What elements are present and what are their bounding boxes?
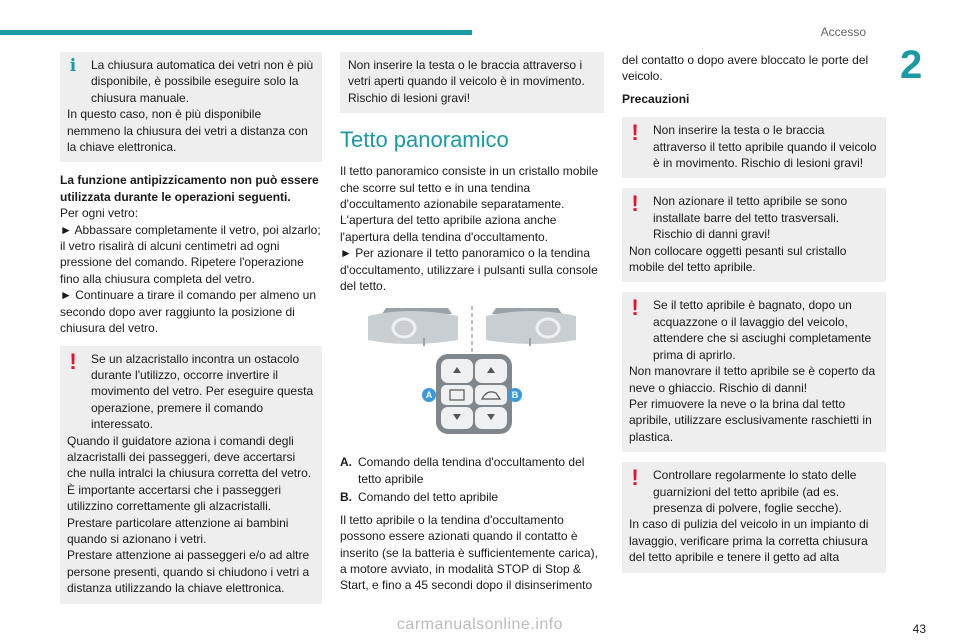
warning-text: In caso di pulizia del veicolo in un impianto di lavaggio, verificare prima la corretta chiusura del tetto apribile e tenere il getto ad alta xyxy=(629,517,869,565)
step: ► Per azionare il tetto panoramico o la tendina d'occultamento, utilizzare i pulsanti sulla console del tetto. xyxy=(340,246,598,294)
paragraph: del contatto o dopo avere bloccato le porte del veicolo. xyxy=(622,53,869,84)
warning-text: Non azionare il tetto apribile se sono installate barre del tetto trasversali. Rischio di danni gravi! xyxy=(653,194,848,242)
warning-text: È importante accertarsi che i passeggeri utilizzino correttamente gli alzacristalli. xyxy=(67,482,282,514)
section-title: Accesso xyxy=(820,25,866,39)
info-text: La chiusura automatica dei vetri non è più disponibile, è possibile eseguire solo la chiusura manuale. xyxy=(91,58,314,105)
warning-text: Non collocare oggetti pesanti sul cristallo mobile del tetto apribile. xyxy=(629,243,847,275)
roof-console-illustration xyxy=(340,300,604,450)
column-left xyxy=(60,52,322,614)
warning-box xyxy=(622,117,886,178)
warning-box xyxy=(60,346,322,604)
header-accent-bar xyxy=(0,30,472,35)
roof-console xyxy=(436,354,512,434)
warning-text: Non inserire la testa o le braccia attraverso il tetto apribile quando il veicolo è in movimento. Rischio di lesioni gravi! xyxy=(653,123,877,171)
warning-icon: ! xyxy=(631,120,639,146)
precautions-heading: Precauzioni xyxy=(622,91,690,106)
warning-box xyxy=(622,462,886,572)
paragraph: Il tetto panoramico consiste in un cristallo mobile che scorre sul tetto e in una tendina d'occultamento azionabile separatamente. xyxy=(340,164,599,212)
warning-icon: ! xyxy=(631,465,639,491)
roof-console-figure xyxy=(340,300,604,450)
warning-text: Prestare attenzione ai passeggeri e/o ad altre persone presenti, quando si chiudono i vetri a distanza utilizzando la chiave elettronica. xyxy=(67,548,310,596)
label-b-badge: B xyxy=(508,388,522,402)
warning-box xyxy=(622,188,886,282)
right-car-interior-icon xyxy=(486,308,576,346)
paragraph: Per ogni vetro: xyxy=(60,206,139,221)
warning-text: Prestare particolare attenzione ai bambini quando si azionano i vetri. xyxy=(67,515,289,546)
info-icon: i xyxy=(69,56,77,76)
anti-pinch-title: La funzione antipizzicamento non può essere utilizzata durante le operazioni seguenti. xyxy=(60,173,319,204)
warning-icon: ! xyxy=(631,295,639,321)
column-middle xyxy=(340,52,604,594)
warning-text: Per rimuovere la neve o la brina dal tetto apribile, utilizzare esclusivamente raschietti in plastica. xyxy=(629,396,872,444)
label-a-badge: A xyxy=(422,388,436,402)
legend-item: A. Comando della tendina d'occultamento del tetto apribile xyxy=(340,455,585,486)
legend-item: B. Comando del tetto apribile xyxy=(340,490,499,505)
column-right xyxy=(622,52,886,583)
warning-text: Se un alzacristallo incontra un ostacolo durante l'utilizzo, occorre invertire il movimento del vetro. Per eseguire questa operazione, premere il comando interessato. xyxy=(91,351,314,432)
warning-text: Non manovrare il tetto apribile se è coperto da neve o ghiaccio. Rischio di danni! xyxy=(629,364,876,395)
section-heading: Tetto panoramico xyxy=(340,127,509,153)
watermark: carmanualsonline.info xyxy=(396,616,564,633)
info-text: In questo caso, non è più disponibile nemmeno la chiusura dei vetri a distanza con la chiave elettronica. xyxy=(67,107,308,155)
paragraph: Il tetto apribile o la tendina d'occultamento possono essere azionati quando il contatto è inserito (se la batteria è sufficientemente carica), a motore avviato, in modalità STOP di Stop & Start, e fino a 45 secondi dopo il disinserimento xyxy=(340,512,598,593)
page-number: 43 xyxy=(912,622,926,636)
step: ► Abbassare completamente il vetro, poi alzarlo; il vetro risalirà di alcuni centimetri ad ogni pressione del comando. Ripetere l'operazione fino alla chiusura completa del vetro. xyxy=(60,222,321,286)
warning-icon: ! xyxy=(69,348,77,374)
paragraph: L'apertura del tetto apribile aziona anche l'apertura della tendina d'occultamento. xyxy=(340,213,557,244)
left-car-interior-icon xyxy=(368,308,458,346)
warning-box xyxy=(340,52,604,113)
warning-icon: ! xyxy=(631,191,639,217)
warning-text: Non inserire la testa o le braccia attraverso i vetri aperti quando il veicolo è in movimento. Rischio di lesioni gravi! xyxy=(348,58,585,105)
warning-text: Quando il guidatore aziona i comandi degli alzacristalli dei passeggeri, deve accertarsi che nulla intralci la chiusura corretta del vetro. xyxy=(67,433,312,481)
chapter-number: 2 xyxy=(900,43,923,87)
warning-box xyxy=(622,292,886,452)
warning-text: Se il tetto apribile è bagnato, dopo un acquazzone o il lavaggio del veicolo, attendere che si asciughi completamente prima di aprirlo. xyxy=(653,298,872,362)
warning-text: Controllare regolarmente lo stato delle guarnizioni del tetto apribile (ad es. presenza di polvere, foglie secche). xyxy=(653,468,857,515)
step: ► Continuare a tirare il comando per almeno un secondo dopo aver raggiunto la posizione di chiusura del vetro. xyxy=(60,288,317,336)
info-box xyxy=(60,52,322,162)
